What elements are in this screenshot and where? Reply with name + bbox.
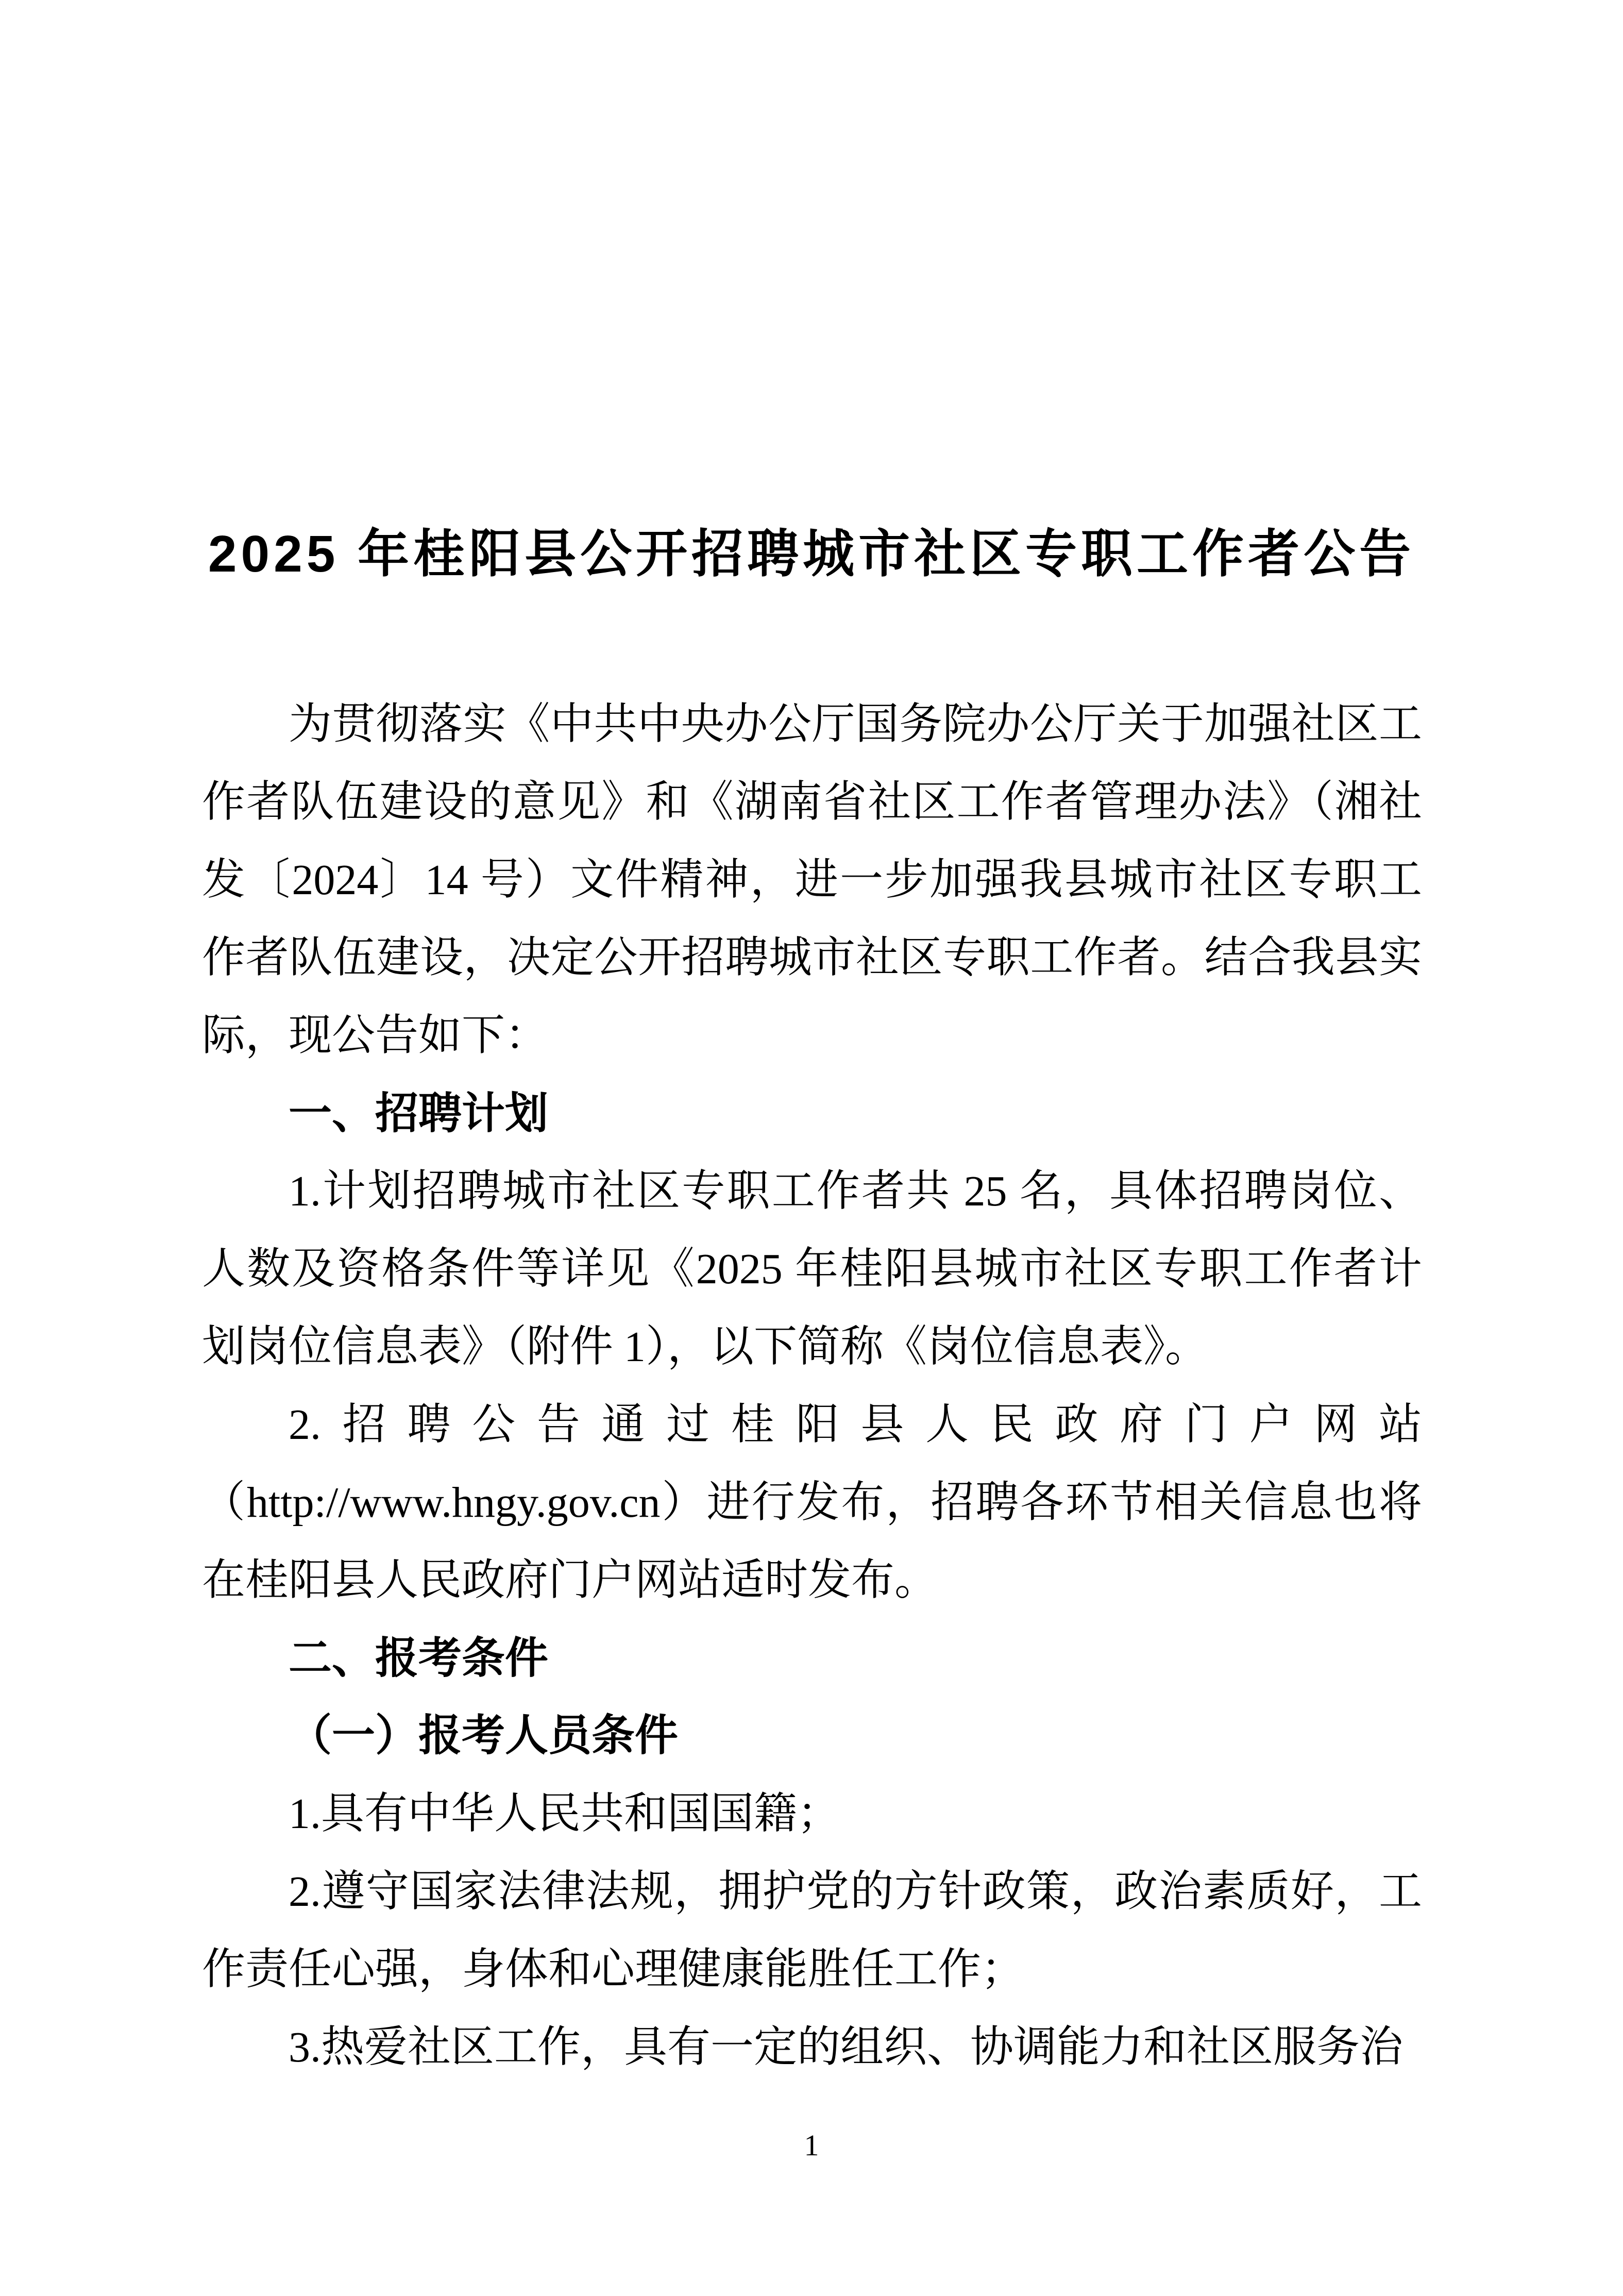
document-body <box>202 685 1422 2086</box>
page-number: 1 <box>804 2129 819 2162</box>
paragraph-intro: 为贯彻落实《中共中央办公厅国务院办公厅关于加强社区工作者队伍建设的意见》和《湖南省社区工作者管理办法》（湘社发〔2024〕14 号）文件精神，进一步加强我县城市社区专职工作者队伍建设，决定公开招聘城市社区专职工作者。结合我县实际，现公告如下： <box>202 700 1422 1060</box>
page-title: 2025 年桂阳县公开招聘城市社区专职工作者公告 <box>208 525 1415 583</box>
paragraph-condition-3: 3.热爱社区工作，具有一定的组织、协调能力和社区服务治 <box>289 2023 1404 2071</box>
heading-applicant-conditions: （一）报考人员条件 <box>289 1712 679 1760</box>
paragraph-condition-1: 1.具有中华人民共和国国籍； <box>289 1790 841 1838</box>
heading-application-conditions: 二、报考条件 <box>289 1634 549 1682</box>
paragraph-plan-count: 1.计划招聘城市社区专职工作者共 25 名，具体招聘岗位、人数及资格条件等详见《2025 年桂阳县城市社区专职工作者计划岗位信息表》（附件 1），以下简称《岗位信息表》。 <box>202 1167 1422 1371</box>
paragraph-plan-publish: 2.招聘公告通过桂阳县人民政府门户网站（http://www.hngy.gov.cn）进行发布，招聘各环节相关信息也将在桂阳县人民政府门户网站适时发布。 <box>202 1401 1422 1604</box>
paragraph-condition-2: 2.遵守国家法律法规，拥护党的方针政策，政治素质好，工作责任心强，身体和心理健康能胜任工作； <box>202 1868 1422 1993</box>
heading-recruitment-plan: 一、招聘计划 <box>289 1089 549 1137</box>
